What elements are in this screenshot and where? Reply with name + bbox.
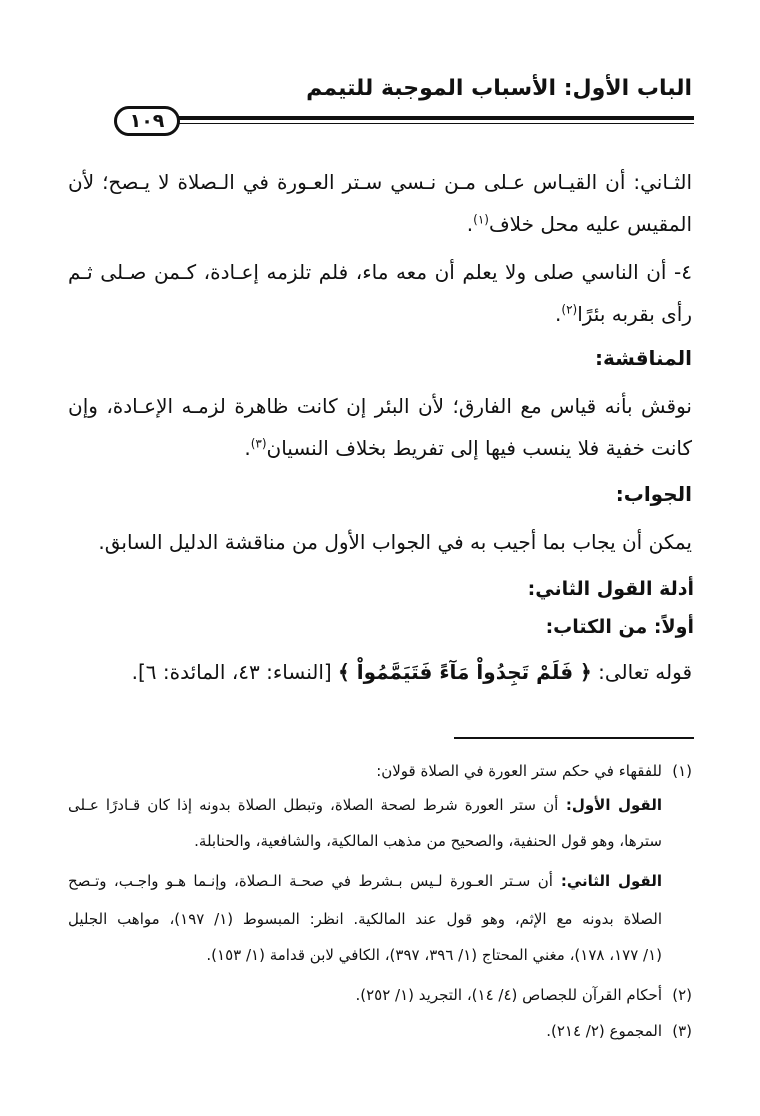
footnote-text: أحكام القرآن للجصاص (٤/ ١٤)، التجريد (١/ ٢٥٢). [355, 986, 662, 1004]
paragraph-line [68, 436, 692, 460]
quran-verse: ﴿ فَلَمْ تَجِدُواْ مَآءً فَتَيَمَّمُواْ ﴾ [338, 660, 592, 684]
chapter-header-title: الباب الأول: الأسباب الموجبة للتيمم [306, 76, 692, 101]
header-rule [172, 116, 694, 120]
opinion-label: القول الأول: [558, 796, 662, 814]
footnote-ref[interactable]: (١) [473, 212, 489, 227]
footnote-line [68, 872, 662, 890]
paragraph-line [68, 302, 692, 326]
footnote-text: أن ستر العورة شرط لصحة الصلاة، وتبطل الصلاة بدونه إذا كان قـادرًا عـلى [68, 796, 559, 814]
footnote-number: (٢) [672, 986, 692, 1004]
verse-line [68, 660, 692, 684]
footnote-line: الصلاة بدونه مع الإثم، وهو قول عند المالكية. انظر: المبسوط (١/ ١٩٧)، مواهب الجليل [68, 910, 663, 928]
subsection-heading-book: أولاً: من الكتاب: [545, 616, 694, 638]
footnote-2 [68, 986, 692, 1004]
opinion-label: القول الثاني: [552, 872, 662, 890]
line-text: . [244, 436, 251, 460]
line-text: المقيس عليه محل خلاف [488, 212, 692, 236]
line-text: . [466, 212, 474, 236]
line-text: . [555, 302, 562, 326]
footnote-ref[interactable]: (٢) [561, 302, 578, 317]
footnote-line: (١/ ١٧٧، ١٧٨)، مغني المحتاج (١/ ٣٩٦، ٣٩٧)، الكافي لابن قدامة (١/ ١٥٣). [206, 946, 662, 964]
footnote-text: أن سـتر العـورة لـيس بـشرط في صحـة الـصلاة، وإنـما هـو واجـب، وتـصح [68, 872, 553, 890]
paragraph-line [68, 212, 692, 236]
verse-reference: [النساء: ٤٣، المائدة: ٦]. [131, 660, 339, 684]
footnote-line: سترها، وهو قول الحنفية، والصحيح من مذهب المالكية، والشافعية، والحنابلة. [194, 832, 662, 850]
line-text: رأى بقربه بئرًا [577, 302, 692, 326]
footnote-number: (٣) [672, 1022, 692, 1040]
page-number: ١٠٩ [114, 106, 180, 136]
paragraph-line: نوقش بأنه قياس مع الفارق؛ لأن البئر إن كانت ظاهرة لزمـه الإعـادة، وإن [68, 394, 692, 418]
footnote-1 [68, 762, 692, 780]
line-text: كانت خفية فلا ينسب فيها إلى تفريط بخلاف النسيان [266, 436, 692, 460]
footnote-number: (١) [672, 762, 692, 780]
footnote-ref[interactable]: (٣) [250, 436, 267, 451]
header-rule-thin [172, 123, 694, 124]
paragraph-line: ٤- أن الناسي صلى ولا يعلم أن معه ماء، فلم تلزمه إعـادة، كـمن صـلى ثـم [68, 260, 692, 284]
footnote-text: للفقهاء في حكم ستر العورة في الصلاة قولان: [376, 762, 662, 780]
paragraph-line: الثـاني: أن القيـاس عـلى مـن نـسي سـتر العـورة في الـصلاة لا يـصح؛ لأن [68, 170, 692, 194]
section-heading-evidence: أدلة القول الثاني: [527, 578, 694, 600]
footnote-text: المجموع (٢/ ٢١٤). [546, 1022, 662, 1040]
section-heading-answer: الجواب: [615, 482, 692, 506]
section-heading-discussion: المناقشة: [594, 346, 692, 370]
footnote-line [68, 796, 662, 814]
paragraph-line: يمكن أن يجاب بما أجيب به في الجواب الأول من مناقشة الدليل السابق. [98, 530, 692, 554]
footnote-3 [68, 1022, 692, 1040]
verse-intro: قوله تعالى: [591, 660, 692, 684]
footnote-separator [454, 737, 694, 739]
